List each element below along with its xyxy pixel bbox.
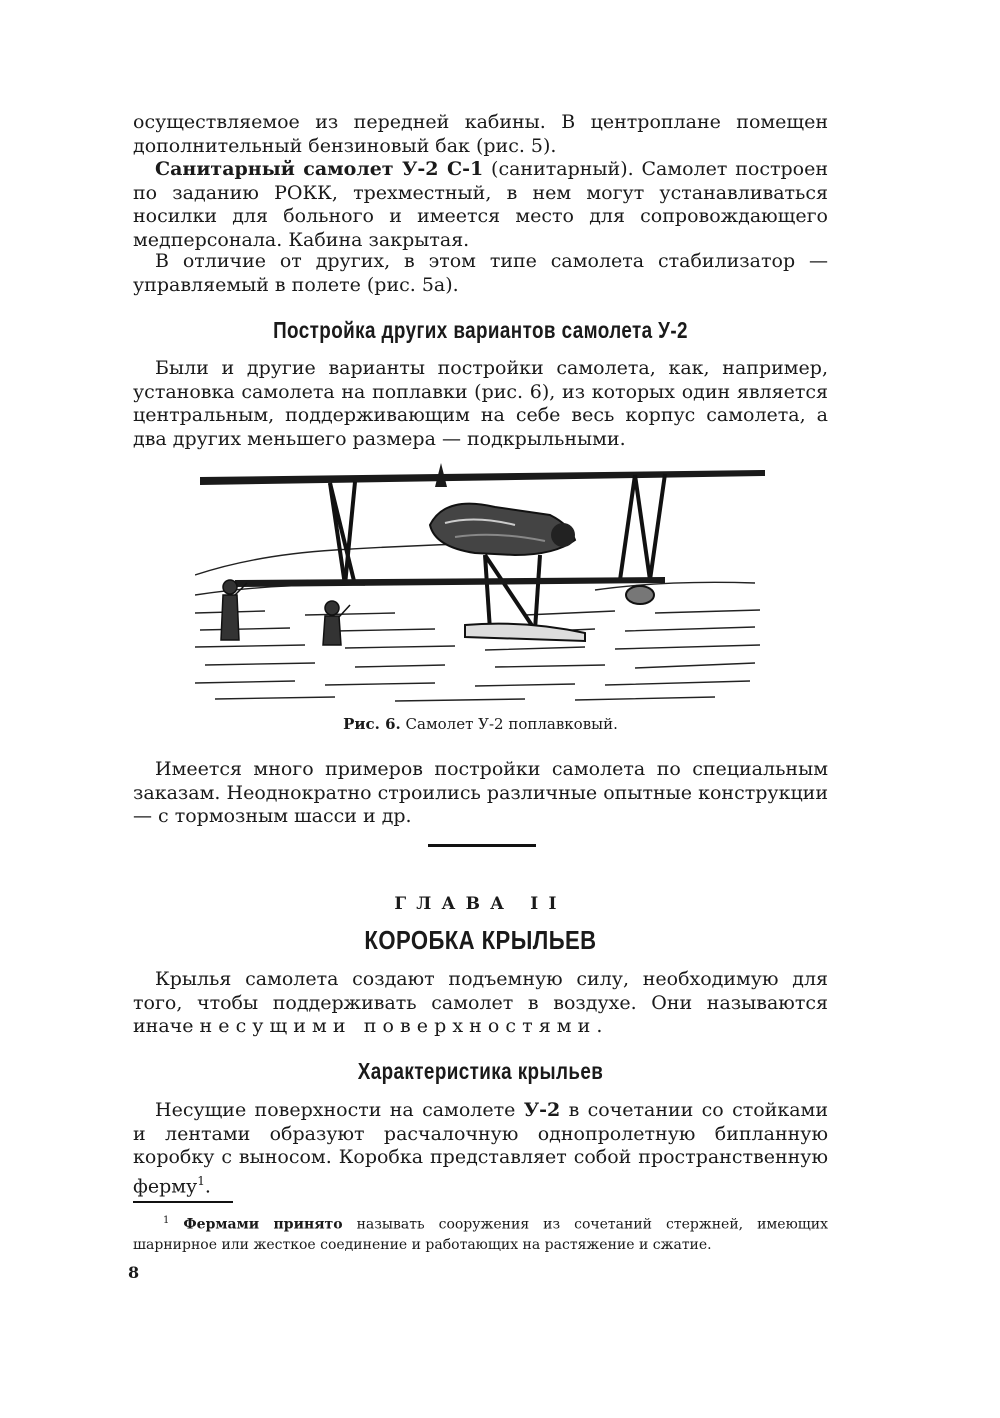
wing-float [626, 586, 654, 604]
paragraph-2 [133, 158, 828, 252]
person-right [323, 601, 350, 645]
chapter-title: КОРОБКА КРЫЛЬЕВ [364, 925, 597, 955]
section-divider [428, 844, 536, 847]
paragraph-7-tail: . [204, 1174, 211, 1197]
paragraph-5: Имеется много примеров постройки самолета по специальным заказам. Неоднократно строились различные опытные конструкции — с тормозным шасси и др. [133, 758, 828, 827]
upper-wing [200, 470, 765, 485]
footnote-rule [133, 1201, 233, 1203]
paragraph-2-rest: (санитарный). Самолет построен по заданию РОКК, трехместный, в нем могут устанавливаться носилки для больного и имеется место для сопровождающего медперсонала. Кабина закрытая. [133, 158, 829, 251]
figure-caption [133, 715, 828, 733]
paragraph-4: Были и другие варианты постройки самолета, как, например, установка самолета на поплавки (рис. 6), из которых один является центральным, поддерживающим на себе весь корпус самолета, а два других меньшего размера — подкрыльными. [133, 357, 828, 450]
paragraph-7 [133, 1099, 828, 1198]
paragraph-7-start: Несущие поверхности на самолете [155, 1099, 524, 1121]
water-lines [195, 543, 760, 701]
paragraph-7-bold: У-2 [523, 1099, 561, 1121]
chapter-label: ГЛАВА II [394, 894, 567, 914]
footnote-number: 1 [163, 1215, 170, 1226]
footnote-text: называть сооружения из сочетаний стержней, имеющих шарнирное или жесткое соединение и работающих на растяжение и сжатие. [133, 1216, 829, 1253]
fuselage [430, 504, 575, 555]
footnote [133, 1211, 828, 1255]
paragraph-7-end: в сочетании со стойками и лентами образуют расчалочную однопролетную бипланную коробку с выносом. Коробка представляет собой пространственную ферму [133, 1099, 828, 1197]
paragraph-6-text: Крылья самолета создают подъемную силу, необходимую для того, чтобы поддерживать самолет в воздухе. Они называются иначе [133, 968, 828, 1037]
seaplane-illustration [195, 455, 765, 705]
paragraph-6 [133, 968, 828, 1039]
paragraph-3: В отличие от других, в этом типе самолета стабилизатор — управляемый в полете (рис. 5а). [133, 250, 828, 296]
page-number: 8 [128, 1263, 140, 1282]
lower-wing [235, 577, 665, 587]
footnote-ref: 1 [197, 1173, 205, 1188]
paragraph-1: осуществляемое из передней кабины. В центроплане помещен дополнительный бензиновый бак (рис. 5). [133, 111, 828, 157]
section-heading-wing-characteristics: Характеристика крыльев [357, 1058, 604, 1084]
paragraph-2-lead: Санитарный самолет У-2 С-1 [155, 158, 484, 180]
main-float [465, 624, 585, 641]
section-heading-variants: Постройка других вариантов самолета У-2 [273, 317, 688, 343]
footnote-lead: Фермами принято [183, 1216, 343, 1233]
paragraph-6-spaced-term: несущими поверхностями. [199, 1015, 609, 1037]
figure-caption-label: Рис. 6. [343, 715, 401, 733]
figure-caption-text: Самолет У-2 поплавковый. [400, 715, 618, 733]
